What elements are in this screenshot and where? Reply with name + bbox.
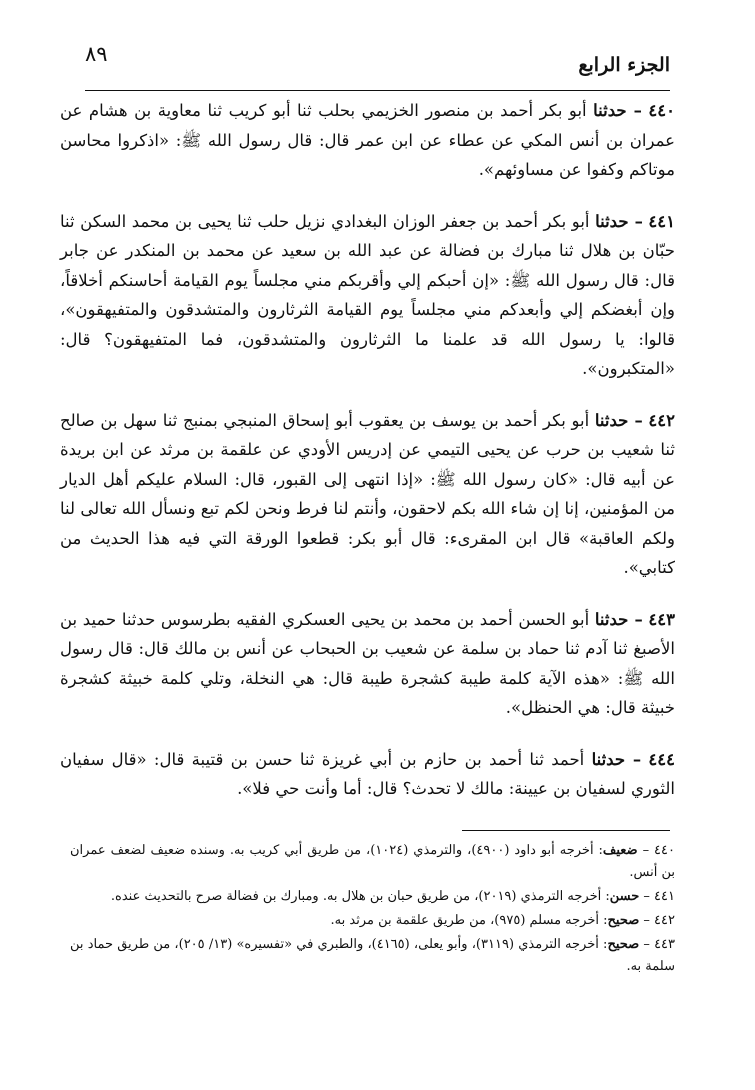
page-number: ٨٩	[85, 42, 108, 66]
hadith-number: ٤٤٤	[648, 749, 675, 769]
hadith-text: أبو الحسن أحمد بن محمد بن يحيى العسكري الفقيه بطرسوس حدثنا حميد بن الأصبغ ثنا آدم ثنا حماد بن سلمة عن شعيب بن الحبحاب عن أنس بن مالك قال: قال رسول الله ﷺ: «هذه الآية كلمة طيبة كشجرة طيبة قال: هي النخلة، وتلي كلمة خبيثة كشجرة خبيثة قال: هي الحنظل».	[60, 609, 675, 717]
hadith-number: ٤٤١	[648, 211, 676, 231]
hadith-narration-tag: حدثنا	[594, 410, 629, 430]
hadith-text: أحمد ثنا أحمد بن حازم بن أبي غريزة ثنا حسن بن قتيبة قال: «قال سفيان الثوري لسفيان بن عيينة: مالك لا تحدث؟ قال: أما وأنت حي فلا».	[60, 749, 675, 798]
footnote-number: ٤٤٣	[654, 937, 676, 952]
footnote-text: أخرجه الترمذي (٣١١٩)، وأبو يعلى، (٤١٦٥)، والطبري في «تفسيره» (١٣/ ٢٠٥)، من طريق حماد بن سلمة به.	[70, 937, 675, 974]
hadith-paragraph: ٤٤٠ – حدثنا أبو بكر أحمد بن منصور الخزيمي بحلب ثنا أبو كريب ثنا معاوية بن هشام عن عمران بن أنس المكي عن عطاء عن ابن عمر قال: قال رسول الله ﷺ: «اذكروا محاسن موتاكم وكفوا عن مساوئهم».	[60, 101, 675, 179]
footnote: ٤٤١ – حسن: أخرجه الترمذي (٢٠١٩)، من طريق حبان بن هلال به. ومبارك بن فضالة صرح بالتحديث عنده.	[110, 889, 675, 904]
footnotes	[70, 840, 675, 980]
hadith-narration-tag: حدثنا	[591, 749, 626, 769]
hadith-narration-tag: حدثنا	[595, 211, 629, 231]
footnote-grade: صحيح	[607, 913, 640, 928]
footnote: ٤٤٠ – ضعيف: أخرجه أبو داود (٤٩٠٠)، والترمذي (١٠٢٤)، من طريق أبي كريب به. وسنده ضعيف لضعف عمران بن أنس.	[70, 843, 675, 880]
hadith-number: ٤٤٠	[648, 101, 675, 120]
footnote: ٤٤٣ – صحيح: أخرجه الترمذي (٣١١٩)، وأبو يعلى، (٤١٦٥)، والطبري في «تفسيره» (١٣/ ٢٠٥)، من طريق حماد بن سلمة به.	[70, 937, 676, 974]
footnote-grade: ضعيف	[602, 843, 638, 858]
hadith-text: أبو بكر أحمد بن يوسف بن يعقوب أبو إسحاق المنبجي بمنبج ثنا سهل بن صالح ثنا شعيب بن حرب عن يحيى التيمي عن إدريس الأودي عن علقمة بن مرثد عن ابن بريدة عن أبيه قال: «كان رسول الله ﷺ: «إذا انتهى إلى القبور، قال: السلام عليكم أهل الديار من المؤمنين، إنا إن شاء الله بكم لاحقون، وأنتم لنا فرط ونحن لكم تبع ونسأل الله تعالى لنا ولكم العاقبة» قال ابن المقرىء: قال أبو بكر: قطعوا الورقة التي فيه هذا الحديث من كتابي».	[60, 410, 675, 577]
footnote-text: أخرجه أبو داود (٤٩٠٠)، والترمذي (١٠٢٤)، من طريق أبي كريب به. وسنده ضعيف لضعف عمران بن أنس.	[70, 843, 675, 880]
footnote-number: ٤٤١	[654, 889, 675, 904]
hadith-text: أبو بكر أحمد بن منصور الخزيمي بحلب ثنا أبو كريب ثنا معاوية بن هشام عن عمران بن أنس المكي عن عطاء عن ابن عمر قال: قال رسول الله ﷺ: «اذكروا محاسن موتاكم وكفوا عن مساوئهم».	[60, 101, 675, 179]
running-title: الجزء الرابع	[578, 54, 670, 76]
hadith-paragraph: ٤٤٣ – حدثنا أبو الحسن أحمد بن محمد بن يحيى العسكري الفقيه بطرسوس حدثنا حميد بن الأصبغ ثنا آدم ثنا حماد بن سلمة عن شعيب بن الحبحاب عن أنس بن مالك قال: قال رسول الله ﷺ: «هذه الآية كلمة طيبة كشجرة طيبة قال: هي النخلة، وتلي كلمة خبيثة كشجرة خبيثة قال: هي الحنظل».	[60, 609, 676, 717]
hadith-narration-tag: حدثنا	[594, 609, 629, 629]
footnote-number: ٤٤٢	[654, 913, 675, 928]
footnote-text: أخرجه الترمذي (٢٠١٩)، من طريق حبان بن هلال به. ومبارك بن فضالة صرح بالتحديث عنده.	[110, 889, 602, 904]
hadith-narration-tag: حدثنا	[593, 101, 627, 120]
hadith-text: أبو بكر أحمد بن جعفر الوزان البغدادي نزيل حلب ثنا يحيى بن محمد السكن ثنا حبّان بن هلال ثنا مبارك بن فضالة عن عبد الله بن سعيد عن محمد بن المنكدر عن جابر قال: قال رسول الله ﷺ: «إن أحبكم إلي وأقربكم مني مجلساً يوم القيامة أحاسنكم أخلاقاً، وإن أبغضكم إلي وأبعدكم مني مجلساً يوم القيامة الثرثارون والمتشدقون والمتفيهقون»، قالوا: يا رسول الله قد علمنا ما الثرثارون والمتشدقون، فما المتفيهقون؟ قال: «المتكبرون».	[60, 211, 675, 378]
footnote-number: ٤٤٠	[654, 843, 675, 858]
footnote-grade: صحيح	[607, 937, 640, 952]
hadith-paragraph: ٤٤١ – حدثنا أبو بكر أحمد بن جعفر الوزان البغدادي نزيل حلب ثنا يحيى بن محمد السكن ثنا حبّان بن هلال ثنا مبارك بن فضالة عن عبد الله بن سعيد عن محمد بن المنكدر عن جابر قال: قال رسول الله ﷺ: «إن أحبكم إلي وأقربكم مني مجلساً يوم القيامة أحاسنكم أخلاقاً، وإن أبغضكم إلي وأبعدكم مني مجلساً يوم القيامة الثرثارون والمتشدقون والمتفيهقون»، قالوا: يا رسول الله قد علمنا ما الثرثارون والمتشدقون، فما المتفيهقون؟ قال: «المتكبرون».	[60, 211, 676, 378]
footnote-divider	[462, 830, 670, 831]
footnote-grade: حسن	[609, 889, 640, 904]
hadith-number: ٤٤٣	[648, 609, 676, 629]
page-header	[85, 40, 670, 91]
hadith-paragraph: ٤٤٢ – حدثنا أبو بكر أحمد بن يوسف بن يعقوب أبو إسحاق المنبجي بمنبج ثنا سهل بن صالح ثنا شعيب بن حرب عن يحيى التيمي عن إدريس الأودي عن علقمة بن مرثد عن ابن بريدة عن أبيه قال: «كان رسول الله ﷺ: «إذا انتهى إلى القبور، قال: السلام عليكم أهل الديار من المؤمنين، إنا إن شاء الله بكم لاحقون، وأنتم لنا فرط ونحن لكم تبع ونسأل الله تعالى لنا ولكم العاقبة» قال ابن المقرىء: قال أبو بكر: قطعوا الورقة التي فيه هذا الحديث من كتابي».	[60, 410, 675, 577]
hadith-number: ٤٤٢	[648, 410, 675, 430]
footnote-text: أخرجه مسلم (٩٧٥)، من طريق علقمة بن مرثد به.	[330, 913, 599, 928]
footnote: ٤٤٢ – صحيح: أخرجه مسلم (٩٧٥)، من طريق علقمة بن مرثد به.	[330, 913, 675, 928]
hadith-body	[60, 96, 675, 820]
hadith-paragraph: ٤٤٤ – حدثنا أحمد ثنا أحمد بن حازم بن أبي غريزة ثنا حسن بن قتيبة قال: «قال سفيان الثوري لسفيان بن عيينة: مالك لا تحدث؟ قال: أما وأنت حي فلا».	[60, 749, 675, 798]
